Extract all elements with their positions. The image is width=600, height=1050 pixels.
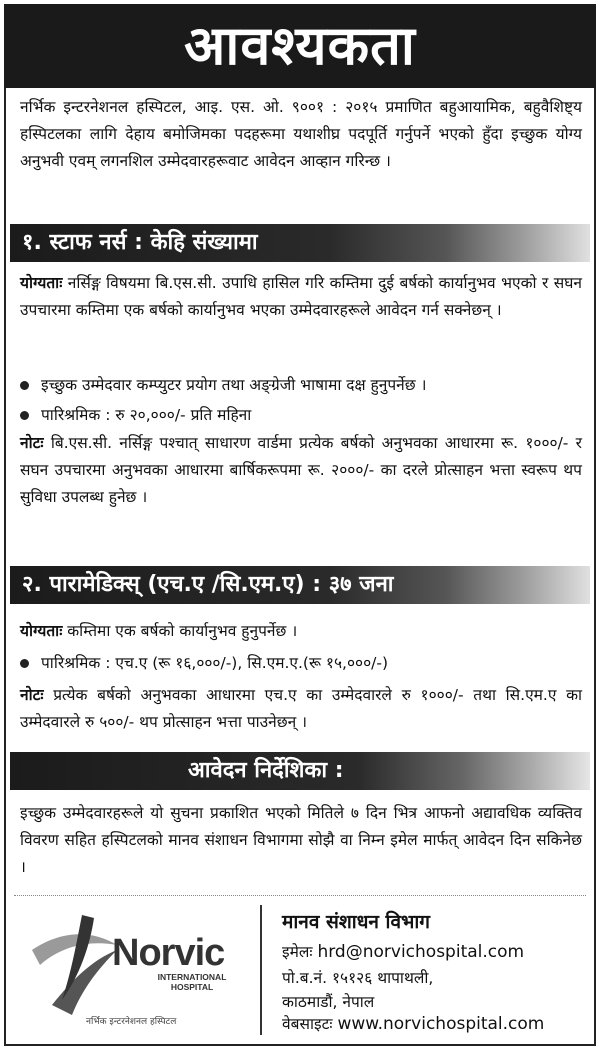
page-title: आवश्यकता [184, 14, 416, 77]
contact-city: काठमाडौं, नेपाल [282, 993, 375, 1011]
contact-pobox: पो.ब.नं. १५१२६ थापाथली, [282, 969, 434, 987]
section-header-staff-nurse [10, 224, 590, 262]
contact-website-row [282, 1012, 544, 1037]
application-instructions: इच्छुक उम्मेदवारहरूले यो सुचना प्रकाशित भएको मितिले ७ दिन भित्र आफनो अद्यावधिक व्यक्तिव विवरण सहित हस्पिटलको मानव संशाधन विभागमा सोझै वा निम्न इमेल मार्फत् आवेदन दिन सकिनेछ । [20, 804, 582, 876]
logo-subtitle: HOSPITAL [170, 982, 214, 992]
section-title: २. पारामेडिक्स् (एच.ए /सि.एम.ए) : ३७ जना [22, 572, 394, 597]
contact-title: मानव संशाधन विभाग [282, 911, 430, 933]
email-link[interactable]: hrd@norvichospital.com [317, 942, 525, 962]
list-item [20, 402, 582, 428]
section-header-paramedics [10, 566, 590, 604]
qualification-text: कम्तिमा एक बर्षको कार्यानुभव हुनुपर्नेछ । [62, 622, 298, 640]
staff-nurse-note [20, 430, 582, 511]
qualification-label: योग्यताः [20, 622, 63, 640]
bullet-text: इच्छुक उम्मेदवार कम्प्युटर प्रयोग तथा अङ्ग्रेजी भाषामा दक्ष हुनुपर्नेछ । [41, 376, 427, 394]
logo-nepali-name: नर्भिक इन्टरनेशनल हस्पिटल [86, 1017, 177, 1027]
paramedics-qualification [20, 618, 582, 645]
logo-wordmark: Norvic [112, 932, 225, 974]
divider [14, 895, 586, 896]
norvic-logo-icon [22, 910, 122, 1020]
section-title: आवेदन निर्देशिका : [188, 758, 344, 783]
bullet-icon [20, 381, 29, 390]
note-text: बि.एस.सी. नर्सिङ्ग पश्चात् साधारण वार्डमा प्रत्येक बर्षको अनुभवका आधारमा रू. १०००/- र सघन उपचारमा अनुभवका आधारमा बार्षिकरूपमा रू. २०००/- का दरले प्रोत्साहन भत्ता स्वरूप थप सुविधा उपलब्ध हुनेछ । [20, 434, 582, 506]
logo-subtitle: INTERNATIONAL [157, 972, 227, 982]
bullet-text: पारिश्रमिक : रु २०,०००/- प्रति महिना [41, 406, 252, 424]
bullet-icon [20, 659, 29, 668]
email-label: इमेलः [282, 943, 313, 961]
intro-paragraph: नर्भिक इन्टरनेशनल हस्पिटल, आइ. एस. ओ. ९००१ : २०१५ प्रमाणित बहुआयामिक, बहुवैशिष्ट्य हस्पिटलका लागि देहाय बमोजिमका पदहरूमा यथाशीघ्र पदपूर्ति गर्नुपर्ने भएको हुँदा इच्छुक योग्य अनुभवी एवम् लगनशिल उम्मेदवारहरूवाट आवेदन आव्हान गरिन्छ । [20, 98, 582, 170]
staff-nurse-qualification [20, 270, 582, 324]
website-link[interactable]: www.norvichospital.com [337, 1014, 545, 1034]
qualification-label: योग्यताः [20, 274, 63, 292]
list-item [20, 650, 582, 676]
contact-email-row [282, 940, 524, 965]
qualification-text: नर्सिङ्ग विषयमा बि.एस.सी. उपाधि हासिल गरि कम्तिमा दुई बर्षको कार्यानुभव भएको र सघन उपचारमा कम्तिमा एक बर्षको कार्यानुभव भएका उम्मेदवारहरूले आवेदन गर्न सक्नेछन् । [20, 274, 582, 319]
footer-divider [260, 905, 262, 1035]
note-text: प्रत्येक बर्षको अनुभवका आधारमा एच.ए का उम्मेदवारले रु १०००/- तथा सि.एम.ए का उम्मेदवारले रु ५००/- थप प्रोत्साहन भत्ता पाउनेछन् । [20, 686, 582, 731]
list-item [20, 372, 582, 398]
note-label: नोटः [20, 434, 44, 452]
title-banner [4, 4, 596, 88]
note-label: नोटः [20, 686, 44, 704]
bullet-icon [20, 411, 29, 420]
section-title: १. स्टाफ नर्स : केहि संख्यामा [22, 230, 258, 255]
website-label: वेबसाइटः [282, 1015, 333, 1033]
paramedics-note [20, 682, 582, 736]
bullet-text: पारिश्रमिक : एच.ए (रू १६,०००/-), सि.एम.ए.(रू १५,०००/-) [41, 654, 389, 672]
section-header-application [10, 752, 590, 790]
